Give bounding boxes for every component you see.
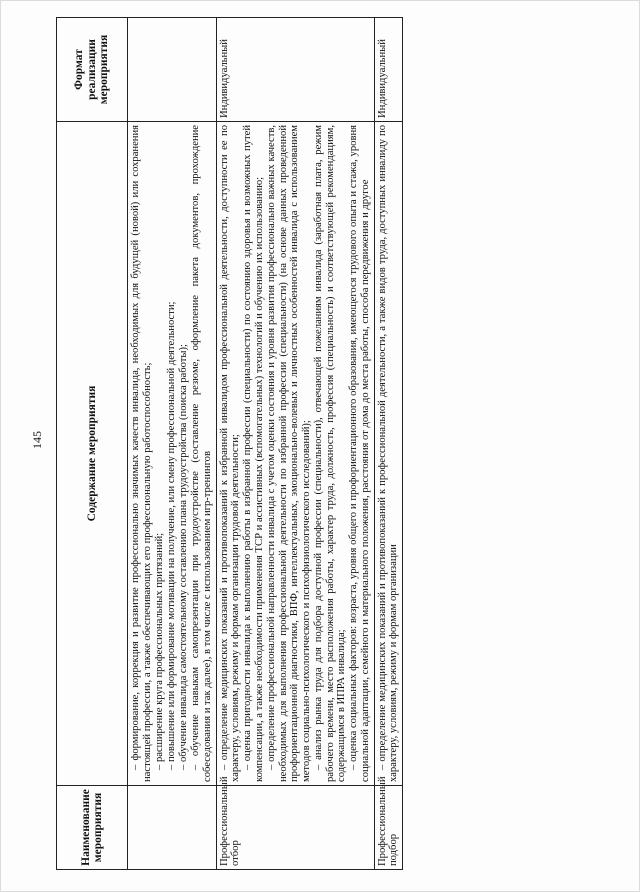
header-activity-format: Формат реализации мероприятия <box>57 18 128 122</box>
list-item: – обучение инвалида самостоятельному составлению плана трудоустройства (поиска работы); <box>178 344 190 770</box>
list-item: – повышение или формирование мотивации на получение, или смену профессиональной деятельности; <box>165 301 177 770</box>
table-row <box>374 18 402 870</box>
list-item: – расширение круга профессиональных притязаний; <box>153 532 165 770</box>
list-item: – анализ рынка труда для подбора доступной профессии (специальности), отвечающей пожеланиям инвалида (заработная плата, режим рабочего времени, место расположения работы, характер труда, должность, профессия (специальность) и соответствующей рекомендациям, содержащимся в ИПРА инвалида; <box>313 125 348 782</box>
activities-table <box>56 17 403 870</box>
list-item: – оценка социальных факторов: возраста, уровня общего и профориентационного образования, имеющегося трудового опыта и стажа, уровня социальной адаптации, семейного и материального положения, расстояния от дома до места работы, способа передвижения и другое <box>348 125 372 782</box>
rotated-page-content <box>30 18 550 870</box>
row-activity-content <box>128 122 217 786</box>
list-item: – формирование, коррекция и развитие профессионально значимых качеств инвалида, необходимых для будущей (новой) или сохранения настоящей профессии, а также обеспечивающих его профессиональную работоспособность; <box>130 125 153 782</box>
row-activity-name <box>128 786 217 870</box>
row-activity-name: Профессиональный отбор <box>216 786 374 870</box>
row-activity-name: Профессиональный подбор <box>374 786 402 870</box>
row-activity-format <box>128 18 217 122</box>
list-item: – обучение навыкам самопрезентации при трудоустройстве (составление резюме, оформление пакета документов, прохождение собеседования и так далее), в том числе с использованием игр-тренингов <box>190 125 213 782</box>
list-item: – определение профессиональной направленности инвалида с учетом оценки состояния и уровня развития профессионально важных качеств, необходимых для выполнения профессиональной деятельности по избранной профессии (специальности) (на основе данных проведенной профориентационной диагностики, ВПФ, интеллектуальных, эмоционально-волевых и личностных особенностей инвалида с использованием методов социально-психологического и психофизиологического исследований); <box>266 125 312 782</box>
table-row <box>128 18 217 870</box>
list-item: – определение медицинских показаний и противопоказаний к профессиональной деятельности, а также видов труда, доступных инвалиду по характеру, условиям, режиму и формам организации <box>376 125 400 782</box>
header-activity-name: Наименование мероприятия <box>57 786 128 870</box>
list-item: – определение медицинских показаний и противопоказаний к избранной инвалидом профессиональной деятельности, доступности ее по характеру, условиям, режиму и формам организации трудовой деятельности; <box>218 125 242 782</box>
row-activity-content <box>374 122 402 786</box>
table-row <box>216 18 374 870</box>
row-activity-content <box>216 122 374 786</box>
table-header-row <box>57 18 128 870</box>
row-activity-format: Индивидуальный <box>216 18 374 122</box>
list-item: – оценка пригодности инвалида к выполнению работы в избранной профессии (специальности) по состоянию здоровья и возможных путей компенсации, а также необходимости применения ТСР и ассистивных (вспомогательных) технологий и обучению их использованию; <box>242 125 265 782</box>
row-activity-format: Индивидуальный <box>374 18 402 122</box>
header-activity-content: Содержание мероприятия <box>57 122 128 786</box>
page-number: 145 <box>30 431 44 449</box>
